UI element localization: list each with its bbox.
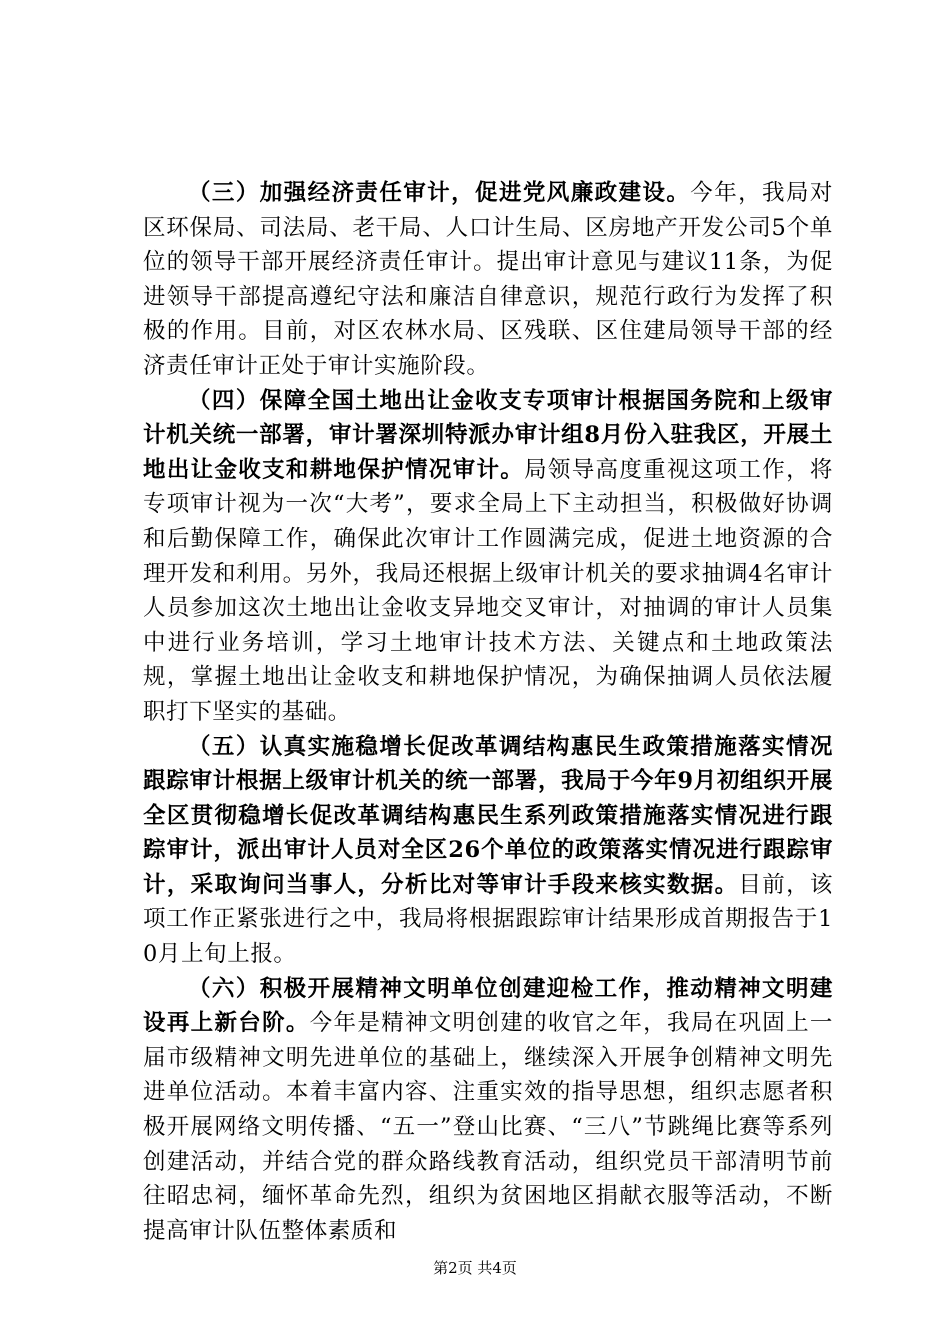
paragraph-policy-tracking-audit	[143, 730, 833, 972]
paragraph-text: 局领导高度重视这项工作，将专项审计视为一次“大考”，要求全局上下主动担当，积极做好协调和后勤保障工作，确保此次审计工作圆满完成，促进土地资源的合理开发和利用。另外，我局还根据上级审计机关的要求抽调4名审计人员参加这次土地出让金收支异地交叉审计，对抽调的审计人员集中进行业务培训，学习土地审计技术方法、关键点和土地政策法规，掌握土地出让金收支和耕地保护情况，为确保抽调人员依法履职打下坚实的基础。	[143, 456, 833, 725]
paragraph-text: 今年是精神文明创建的收官之年，我局在巩固上一届市级精神文明先进单位的基础上，继续深入开展争创精神文明先进单位活动。本着丰富内容、注重实效的指导思想，组织志愿者积极开展网络文明传播、“五一”登山比赛、“三八”节跳绳比赛等系列创建活动，并结合党的群众路线教育活动，组织党员干部清明节前往昭忠祠，缅怀革命先烈，组织为贫困地区捐献衣服等活动，不断提高审计队伍整体素质和	[143, 1010, 834, 1244]
paragraph-civilization-unit	[143, 972, 833, 1249]
paragraph-land-transfer-audit	[143, 384, 833, 730]
paragraph-heading: （四）保障全国土地出让金收支专项审计根据国务院和上级审计机关统一部署，审计署深圳特派办审计组8月份入驻我区，开展土地出让金收支和耕地保护情况审计。	[143, 387, 833, 483]
page-number: 第2页 共4页	[433, 1259, 517, 1277]
document-body	[143, 176, 833, 1248]
paragraph-heading: （三）加强经济责任审计，促进党风廉政建设。	[188, 180, 691, 206]
paragraph-heading: （五）认真实施稳增长促改革调结构惠民生政策措施落实情况跟踪审计根据上级审计机关的统一部署，我局于今年9月初组织开展全区贯彻稳增长促改革调结构惠民生系列政策措施落实情况进行跟踪审计，派出审计人员对全区26个单位的政策落实情况进行跟踪审计，采取询问当事人，分析比对等审计手段来核实数据。	[143, 733, 833, 898]
paragraph-text: 今年，我局对区环保局、司法局、老干局、人口计生局、区房地产开发公司5个单位的领导干部开展经济责任审计。提出审计意见与建议11条，为促进领导干部提高遵纪守法和廉洁自律意识，规范行政行为发挥了积极的作用。目前，对区农林水局、区残联、区住建局领导干部的经济责任审计正处于审计实施阶段。	[143, 180, 833, 379]
paragraph-heading: （六）积极开展精神文明单位创建迎检工作，推动精神文明建设再上新台阶。	[143, 975, 833, 1037]
paragraph-economic-responsibility-audit	[143, 176, 833, 384]
paragraph-text: 目前，该项工作正紧张进行之中，我局将根据跟踪审计结果形成首期报告于10月上旬上报。	[143, 871, 833, 968]
page-footer	[0, 1258, 950, 1278]
